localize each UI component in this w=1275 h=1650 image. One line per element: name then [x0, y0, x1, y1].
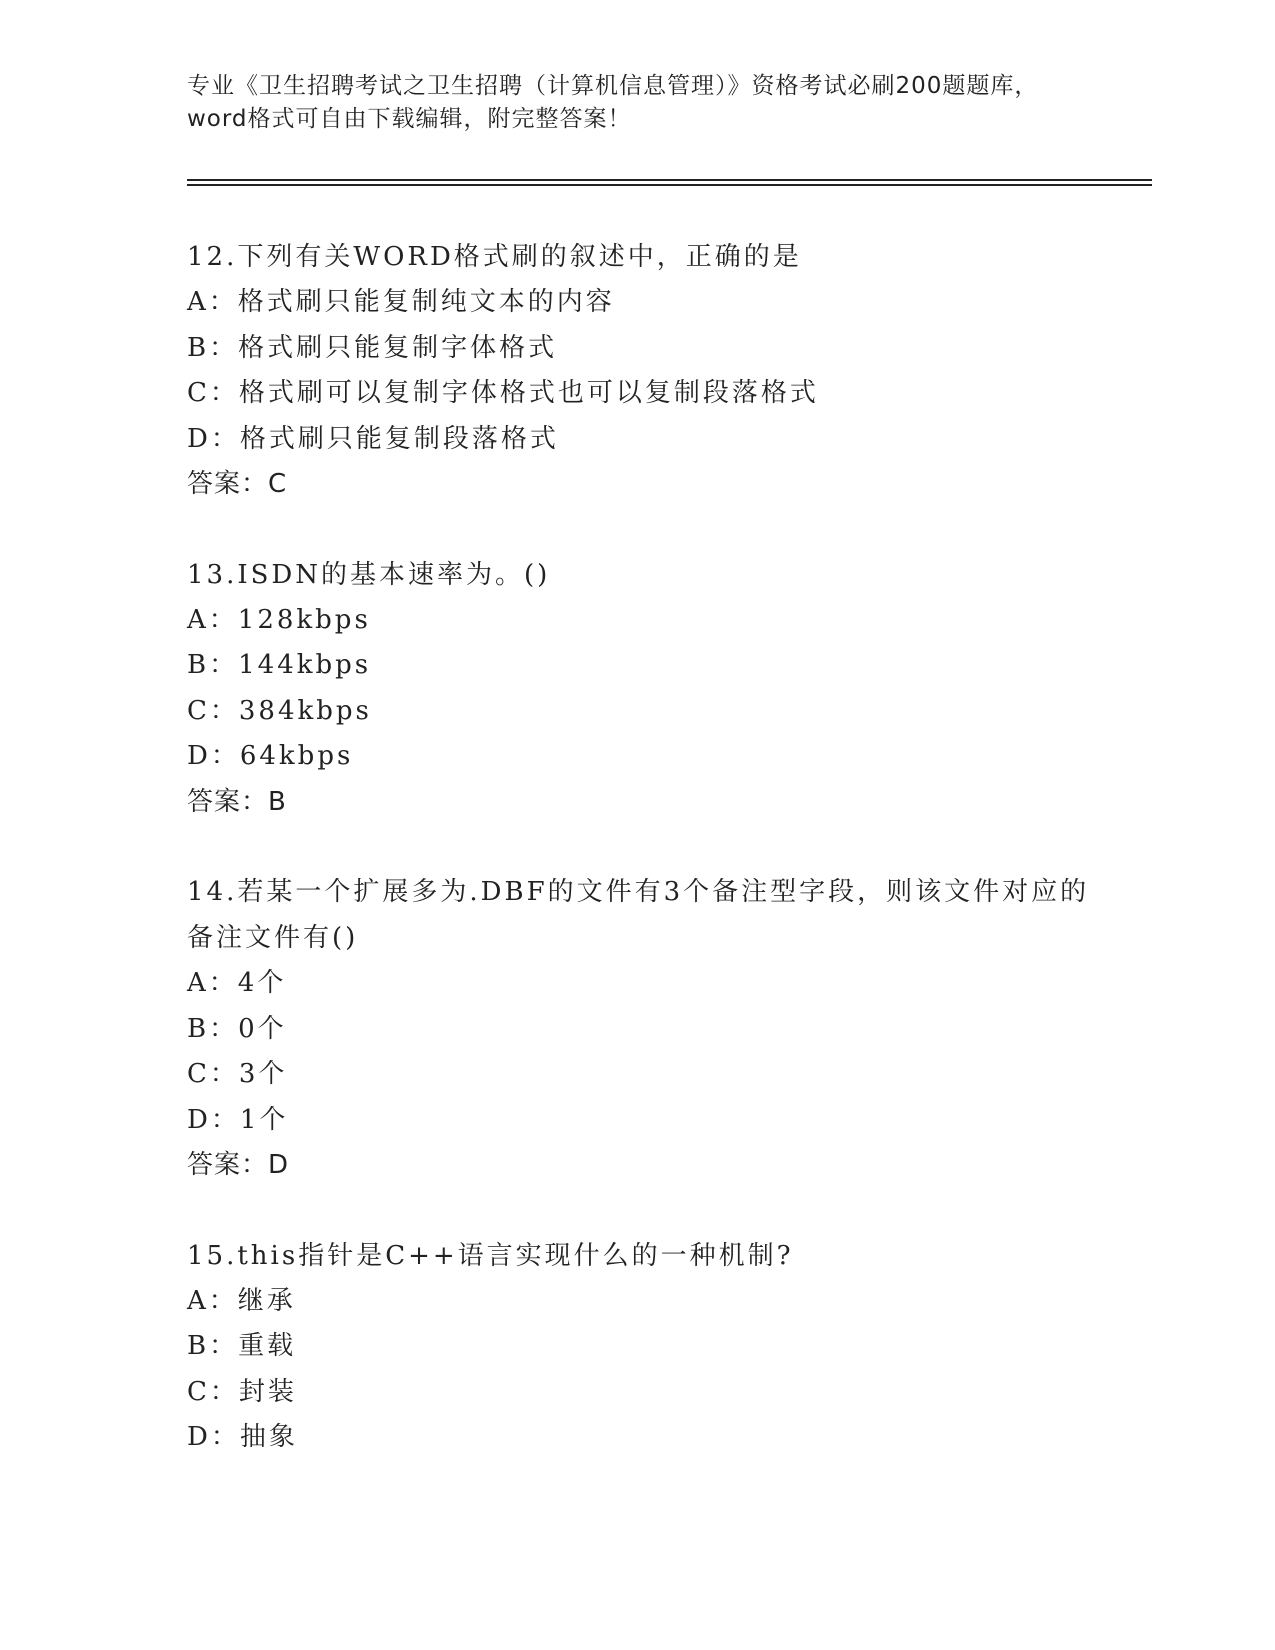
option-c: C：384kbps — [187, 695, 372, 726]
question-text: 12.下列有关WORD格式刷的叙述中，正确的是 — [187, 242, 802, 272]
option-b: B：重载 — [187, 1331, 297, 1361]
question-12 — [187, 234, 1087, 508]
option-c: C：格式刷可以复制字体格式也可以复制段落格式 — [187, 378, 819, 408]
question-text: 14.若某一个扩展多为.DBF的文件有3个备注型字段，则该文件对应的 — [187, 877, 1090, 907]
option-a: A：格式刷只能复制纯文本的内容 — [187, 287, 615, 317]
question-text: 13.ISDN的基本速率为。() — [187, 559, 551, 590]
answer-line: 答案：D — [187, 1150, 290, 1180]
option-c: C：3个 — [187, 1059, 288, 1089]
question-text: 15.this指针是C++语言实现什么的一种机制? — [187, 1240, 794, 1271]
question-15 — [187, 1233, 1087, 1461]
answer-line: 答案：B — [187, 786, 287, 817]
option-b: B：144kbps — [187, 650, 372, 680]
option-d: D：抽象 — [187, 1422, 298, 1452]
answer-line: 答案：C — [187, 469, 288, 499]
option-d: D：格式刷只能复制段落格式 — [187, 423, 559, 454]
question-text-continued: 备注文件有() — [187, 923, 359, 953]
question-14 — [187, 869, 1090, 1189]
question-13 — [187, 552, 1087, 826]
question-list — [187, 234, 1090, 1505]
option-d: D：1个 — [187, 1104, 289, 1135]
option-b: B：0个 — [187, 1013, 287, 1044]
option-b: B：格式刷只能复制字体格式 — [187, 332, 558, 363]
option-a: A：4个 — [187, 968, 287, 998]
document-header — [187, 70, 1087, 136]
header-divider-bottom — [187, 184, 1152, 186]
option-d: D：64kbps — [187, 741, 354, 771]
option-c: C：封装 — [187, 1376, 297, 1407]
header-line-2: word格式可自由下载编辑，附完整答案！ — [187, 106, 632, 132]
option-a: A：继承 — [187, 1285, 296, 1316]
header-line-1: 专业《卫生招聘考试之卫生招聘（计算机信息管理）》资格考试必刷200题题库， — [187, 73, 1039, 99]
option-a: A：128kbps — [187, 604, 371, 635]
header-divider-top — [187, 179, 1152, 181]
